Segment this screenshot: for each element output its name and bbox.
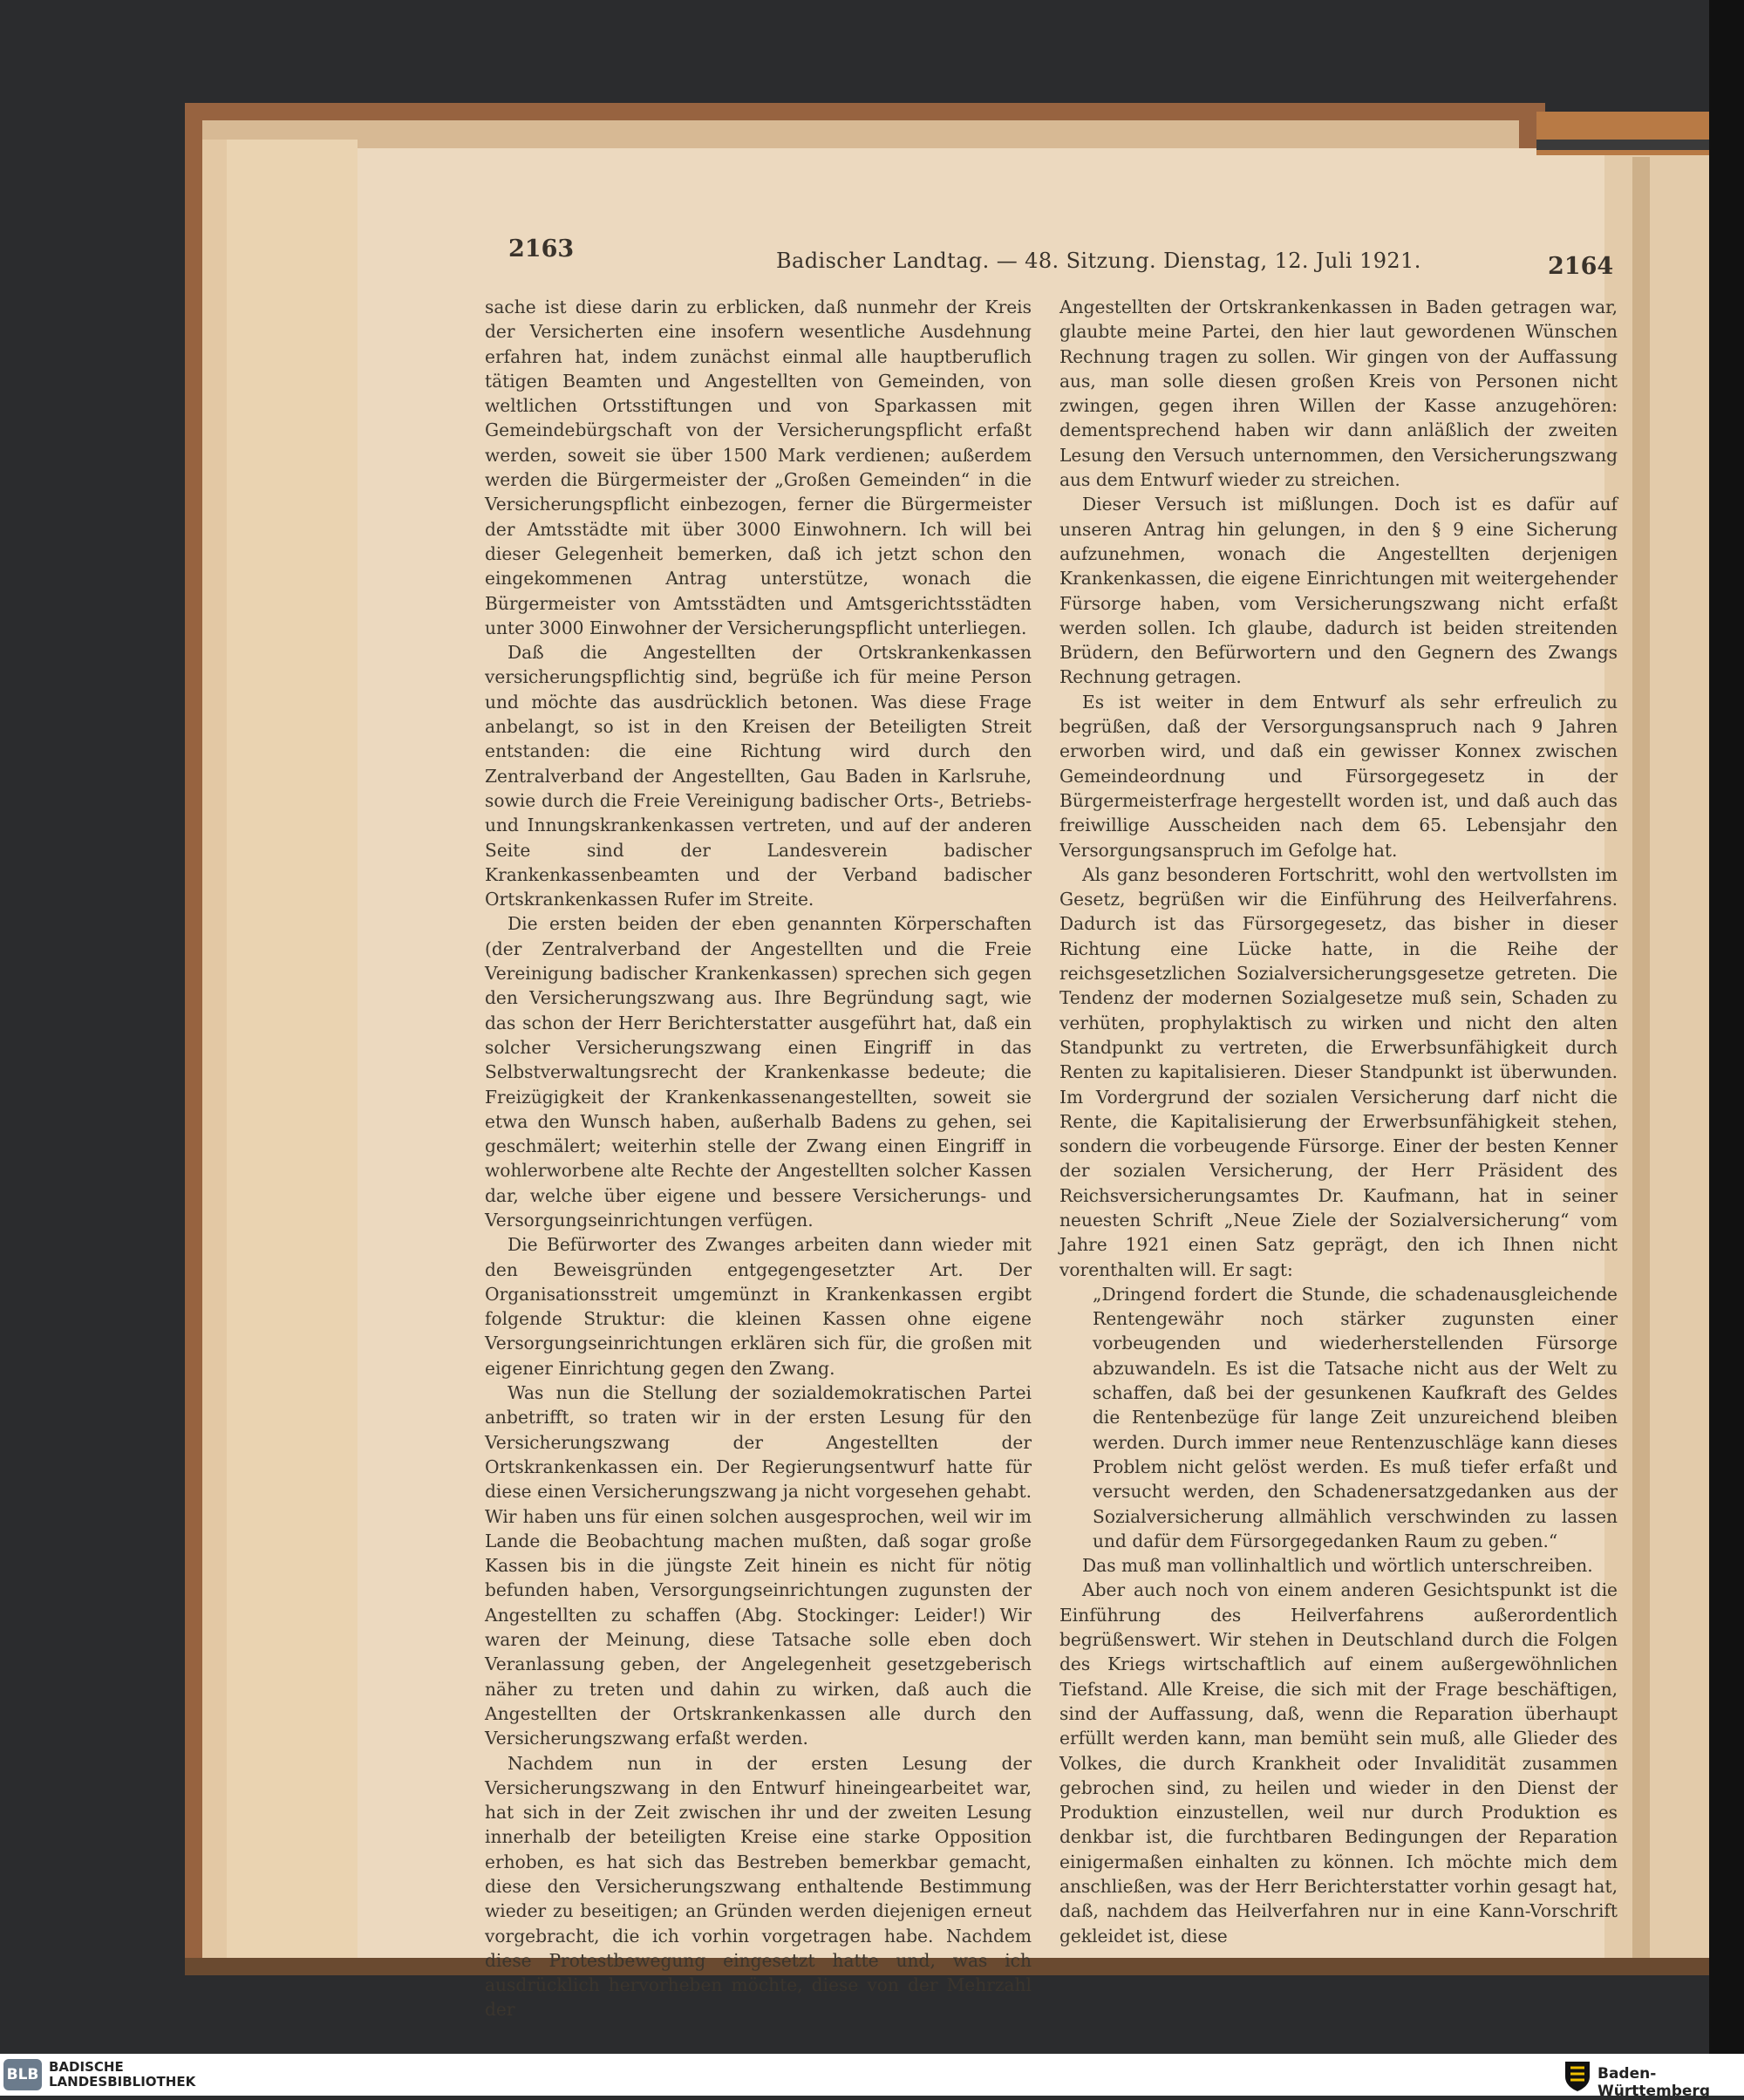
library-name-line-2: LANDESBIBLIOTHEK — [49, 2074, 196, 2090]
left-column-paragraph: Die ersten beiden der eben genannten Körperschaften (der Zentralverband der Angestellten und die Freie Vereinigung badischer Krankenkassen) sprechen sich gegen den Versicherungszwang aus. Ihre Begründung sagt, wie das schon der Herr Berichterstatter ausgeführt hat, daß ein solcher Versicherungszwang einen Eingriff in das Selbstverwaltungsrecht der Krankenkasse bedeute; die Freizügigkeit der Krankenkassenangestellten, soweit sie etwa den Wunsch haben, außerhalb Badens zu gehen, sei geschmälert; weiterhin stelle der Zwang einen Eingriff in wohlerworbene alte Rechte der Angestellten solcher Kassen dar, welche über eigene und bessere Versicherungs- und Versorgungseinrichtungen verfügen. — [485, 913, 1032, 1231]
left-column-paragraph: sache ist diese darin zu erblicken, daß nunmehr der Kreis der Versicherten eine insofern wesentliche Ausdehnung erfahren hat, indem zunächst einmal alle hauptberuflich tätigen Beamten und Angestellten von Gemeinden, von weltlichen Ortsstiftungen und von Sparkassen mit Gemeindebürgschaft von der Versicherungspflicht erfaßt werden, soweit sie über 1500 Mark verdienen; außerdem werden die Bürgermeister der „Großen Gemeinden“ in die Versicherungspflicht einbezogen, ferner die Bürgermeister der Amtsstädte mit über 3000 Einwohnern. Ich will bei dieser Gelegenheit bemerken, daß ich jetzt schon den eingekommenen Antrag unterstütze, wonach die Bürgermeister von Amtsstädten und Amtsgerichtsstädten unter 3000 Einwohner der Versicherungspflicht unterliegen. — [485, 297, 1032, 638]
left-column-paragraph: Was nun die Stellung der sozialdemokratischen Partei anbetrifft, so traten wir in der ersten Lesung für den Versicherungszwang der Angestellten der Ortskrankenkassen ein. Der Regierungsentwurf hatte für diese einen Versicherungszwang ja nicht vorgesehen gehabt. Wir haben uns für einen solchen ausgesprochen, weil wir im Lande die Beobachtung machen mußten, daß sogar große Kassen bis in die jüngste Zeit hinein es nicht für nötig befunden haben, Versorgungseinrichtungen zugunsten der Angestellten zu schaffen (Abg. Stockinger: Leider!) Wir waren der Meinung, diese Tatsache solle eben doch Veranlassung geben, der Angelegenheit gesetzgeberisch näher zu treten und dahin zu wirken, daß auch die Angestellten der Ortskrankenkassen alle durch den Versicherungszwang erfaßt werden. — [485, 1382, 1032, 1749]
blb-logo[interactable]: BLB — [3, 2059, 42, 2090]
right-column-paragraph: Als ganz besonderen Fortschritt, wohl den wertvollsten im Gesetz, begrüßen wir die Einführung des Heilverfahrens. Dadurch ist das Fürsorgegesetz, das bisher in dieser Richtung eine Lücke hatte, in die Reihe der reichsgesetzlichen Sozialversicherungsgesetze getreten. Die Tendenz der modernen Sozialgesetze muß sein, Schaden zu verhüten, prophylaktisch zu wirken und nicht den alten Standpunkt zu vertreten, die Erwerbsunfähigkeit durch Renten zu kapitalisieren. Dieser Standpunkt ist überwunden. Im Vordergrund der sozialen Versicherung darf nicht die Rente, die Kapitalisierung der Erwerbsunfähigkeit stehen, sondern die vorbeugende Fürsorge. Einer der besten Kenner der sozialen Versicherung, der Herr Präsident des Reichsversicherungsamtes Dr. Kaufmann, hat in seiner neuesten Schrift „Neue Ziele der Sozialversicherung“ vom Jahre 1921 einen Satz geprägt, den ich Ihnen nicht vorenthalten will. Er sagt: — [1059, 863, 1618, 1280]
right-column-paragraph: Aber auch noch von einem anderen Gesichtspunkt ist die Einführung des Heilverfahrens außerordentlich begrüßenswert. Wir stehen in Deutschland durch die Folgen des Kriegs wirtschaftlich auf einem außergewöhnlichen Tiefstand. Alle Kreise, die sich mit der Frage beschäftigen, sind der Auffassung, daß, wenn die Reparation überhaupt erfüllt werden kann, man bemüht sein muß, alle Glieder des Volkes, die durch Krankheit oder Invalidität zusammen gebrochen sind, zu heilen und wieder in den Dienst der Produktion einzustellen, weil nur durch Produktion es denkbar ist, die furchtbaren Bedingungen der Reparation einigermaßen einhalten zu können. Ich möchte mich dem anschließen, was der Herr Berichterstatter vorhin gesagt hat, daß, nachdem das Heilverfahren nur in eine Kann-Vorschrift gekleidet ist, diese — [1059, 1579, 1618, 1947]
state-emblem-icon — [1563, 2059, 1592, 2092]
viewer-footer — [0, 2054, 1744, 2100]
right-column-paragraph: Dieser Versuch ist mißlungen. Doch ist es dafür auf unseren Antrag hin gelungen, in den § 9 eine Sicherung aufzunehmen, wonach die Angestellten derjenigen Krankenkassen, die eigene Einrichtungen mit weitergehender Fürsorge haben, vom Versicherungszwang nicht erfaßt werden sollen. Ich glaube, dadurch ist beiden streitenden Brüdern, den Befürwortern und den Gegnern des Zwangs Rechnung getragen. — [1059, 494, 1618, 688]
page-number-left: 2163 — [508, 235, 575, 262]
library-name-line-1: BADISCHE — [49, 2059, 124, 2075]
left-column-paragraph: Daß die Angestellten der Ortskrankenkassen versicherungspflichtig sind, begrüße ich für meine Person und möchte das ausdrücklich betonen. Was diese Frage anbelangt, so ist in den Kreisen der Beteiligten Streit entstanden: die eine Richtung wird durch den Zentralverband der Angestellten, Gau Baden in Karlsruhe, sowie durch die Freie Vereinigung badischer Orts-, Betriebs- und Innungskrankenkassen vertreten, und auf der anderen Seite sind der Landesverein badischer Krankenkassenbeamten und der Verband badischer Ortskrankenkassen Rufer im Streite. — [485, 642, 1032, 910]
text-column-left — [485, 295, 1032, 2022]
page-number-right: 2164 — [1548, 253, 1614, 280]
library-name[interactable] — [49, 2060, 195, 2090]
right-column-paragraph: „Dringend fordert die Stunde, die schadenausgleichende Rentengewähr noch stärker zugunsten einer vorbeugenden und wiederherstellenden Fürsorge abzuwandeln. Es ist die Tatsache nicht aus der Welt zu schaffen, daß bei der gesunkenen Kaufkraft des Geldes die Rentenbezüge für lange Zeit unzureichend bleiben werden. Durch immer neue Rentenzuschläge kann dieses Problem nicht gelöst werden. Es muß tiefer erfaßt und versucht werden, den Schadenersatzgedanken aus der Sozialversicherung allmählich verschwinden zu lassen und dafür dem Fürsorgegedanken Raum zu geben.“ — [1093, 1283, 1618, 1551]
text-column-right — [1059, 295, 1618, 1948]
right-column-paragraph: Angestellten der Ortskrankenkassen in Baden getragen war, glaubte meine Partei, den hier laut gewordenen Wünschen Rechnung tragen zu sollen. Wir gingen von der Auffassung aus, man solle diesen großen Kreis von Personen nicht zwingen, gegen ihren Willen der Kasse anzugehören: dementsprechend haben wir dann anläßlich der zweiten Lesung den Versuch unternommen, den Versicherungszwang aus dem Entwurf wieder zu streichen. — [1059, 297, 1618, 491]
state-name[interactable]: Baden-Württemberg — [1598, 2065, 1710, 2100]
running-title: Badischer Landtag. — 48. Sitzung. Dienstag, 12. Juli 1921. — [776, 249, 1421, 273]
right-column-paragraph: Das muß man vollinhaltlich und wörtlich unterschreiben. — [1082, 1555, 1593, 1577]
left-column-paragraph: Nachdem nun in der ersten Lesung der Versicherungszwang in den Entwurf hineingearbeitet war, hat sich in der Zeit zwischen ihr und der zweiten Lesung innerhalb der beteiligten Kreise eine starke Opposition erhoben, es hat sich das Bestreben bemerkbar gemacht, diese den Versicherungszwang enthaltende Bestimmung wieder zu beseitigen; an Gründen werden diejenigen erneut vorgebracht, die ich vorhin vorgetragen habe. Nachdem diese Protestbewegung eingesetzt hatte und, was ich ausdrücklich hervorheben möchte, diese von der Mehrzahl der — [485, 1752, 1032, 2021]
left-column-paragraph: Die Befürworter des Zwanges arbeiten dann wieder mit den Beweisgründen entgegengesetzter Art. Der Organisationsstreit umgemünzt in Krankenkassen ergibt folgende Struktur: die kleinen Kassen ohne eigene Versorgungseinrichtungen erklären sich für, die großen mit eigener Einrichtung gegen den Zwang. — [485, 1234, 1032, 1379]
right-column-paragraph: Es ist weiter in dem Entwurf als sehr erfreulich zu begrüßen, daß der Versorgungsanspruch nach 9 Jahren erworben wird, und daß ein gewisser Konnex zwischen Gemeindeordnung und Fürsorgegesetz in der Bürgermeisterfrage hergestellt worden ist, und daß auch das freiwillige Ausscheiden nach dem 65. Lebensjahr den Versorgungsanspruch im Gefolge hat. — [1059, 691, 1618, 861]
